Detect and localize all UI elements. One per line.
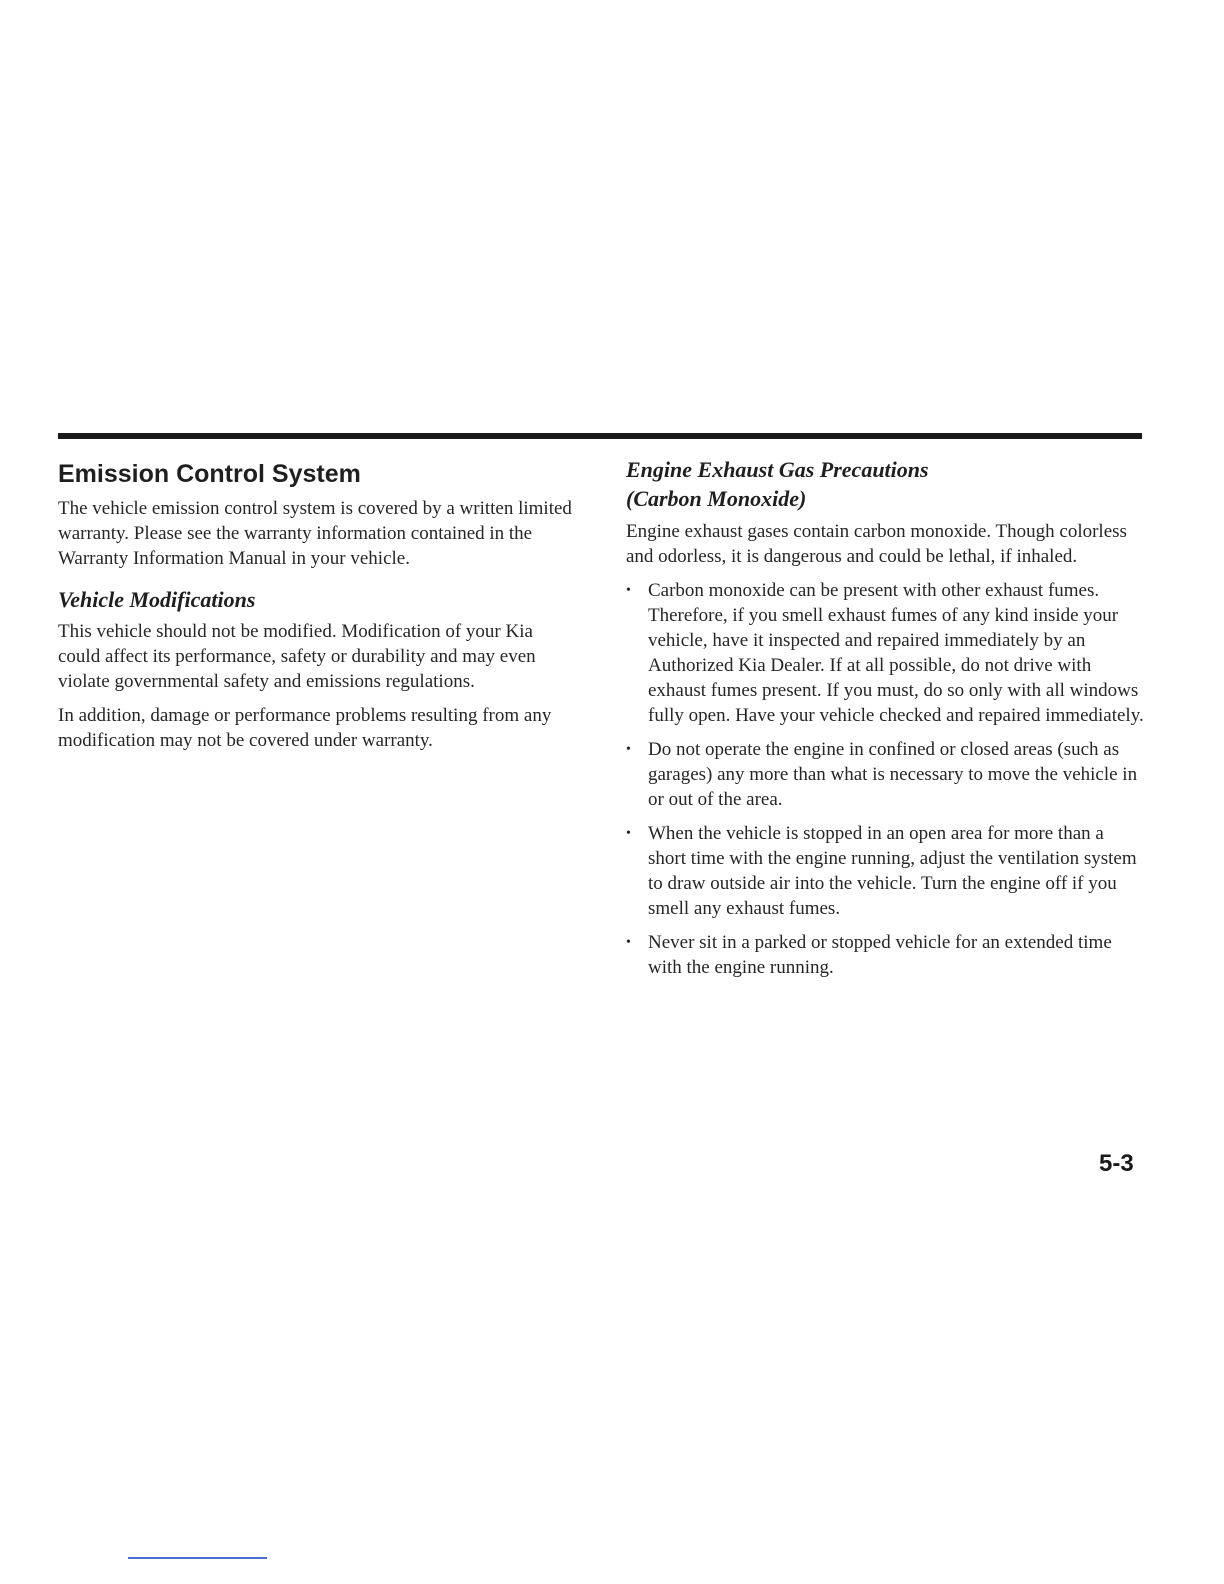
subsection-heading: Vehicle Modifications [58, 587, 256, 612]
modification-paragraph: This vehicle should not be modified. Modification of your Kia could affect its performance, safety or durability and may even violate governmental safety and emissions regulations. [58, 621, 536, 692]
bullet-icon: • [626, 826, 631, 841]
bullet-icon: • [626, 583, 631, 598]
left-column [58, 449, 578, 762]
list-item [626, 737, 1146, 812]
list-item-text: When the vehicle is stopped in an open area for more than a short time with the engine running, adjust the ventilation system to draw outside air into the vehicle. Turn the engine off if you smell any exhaust fumes. [648, 823, 1137, 919]
page-number: 5-3 [1099, 1150, 1134, 1177]
list-item [626, 930, 1146, 980]
exhaust-heading-line2: (Carbon Monoxide) [626, 486, 807, 511]
bottom-short-rule [128, 1557, 267, 1559]
list-item-text: Never sit in a parked or stopped vehicle for an extended time with the engine running. [648, 932, 1112, 978]
exhaust-intro-paragraph: Engine exhaust gases contain carbon monoxide. Though colorless and odorless, it is dangerous and could be lethal, if inhaled. [626, 521, 1127, 567]
warranty-paragraph: In addition, damage or performance problems resulting from any modification may not be covered under warranty. [58, 705, 552, 751]
exhaust-heading [626, 455, 1146, 513]
exhaust-heading-line1: Engine Exhaust Gas Precautions [626, 457, 929, 482]
top-divider-rule [58, 433, 1142, 439]
list-item [626, 821, 1146, 921]
precautions-list [626, 578, 1146, 980]
list-item [626, 578, 1146, 728]
intro-paragraph: The vehicle emission control system is covered by a written limited warranty. Please see the warranty information contained in the Warranty Information Manual in your vehicle. [58, 498, 572, 569]
bullet-icon: • [626, 742, 631, 757]
section-heading: Emission Control System [58, 460, 361, 488]
right-column [626, 449, 1146, 989]
list-item-text: Do not operate the engine in confined or closed areas (such as garages) any more than what is necessary to move the vehicle in or out of the area. [648, 739, 1138, 810]
list-item-text: Carbon monoxide can be present with other exhaust fumes. Therefore, if you smell exhaust fumes of any kind inside your vehicle, have it inspected and repaired immediately by an Authorized Kia Dealer. If at all possible, do not drive with exhaust fumes present. If you must, do so only with all windows fully open. Have your vehicle checked and repaired immediately. [648, 580, 1144, 726]
bullet-icon: • [626, 935, 631, 950]
